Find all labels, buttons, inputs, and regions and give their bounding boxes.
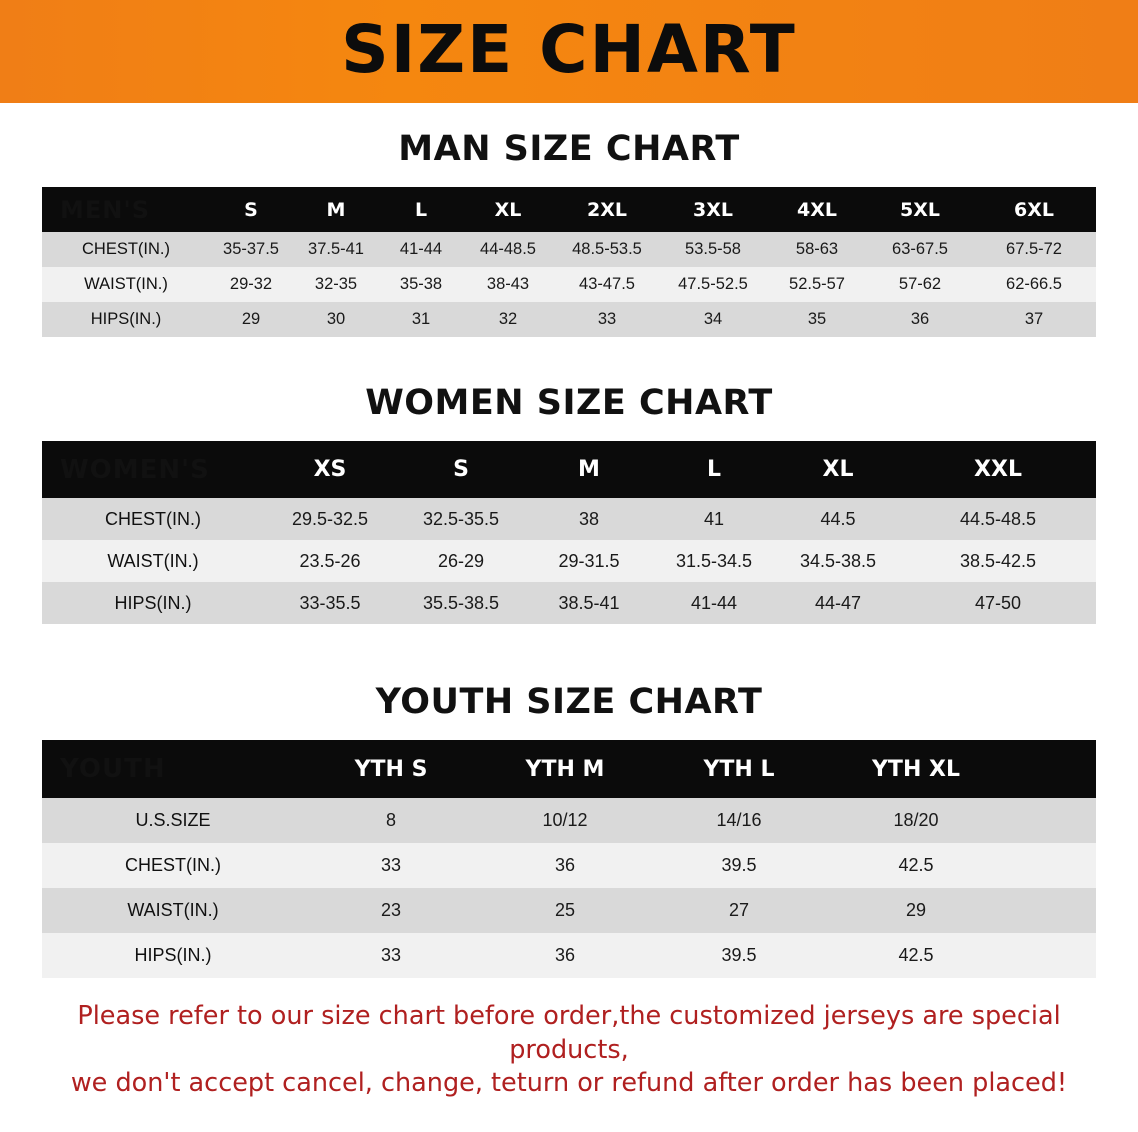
men-cell: 32 [498, 310, 518, 328]
youth-section-title: YOUTH SIZE CHART [375, 682, 763, 722]
table-row [42, 267, 1096, 302]
men-row-label: CHEST(IN.) [82, 240, 170, 258]
men-cell: 62-66.5 [1006, 275, 1062, 293]
policy-note [39, 1000, 1099, 1101]
men-cell: 44-48.5 [480, 240, 536, 258]
men-size-header: 5XL [900, 198, 940, 221]
men-cell: 53.5-58 [685, 240, 741, 258]
men-cell: 37 [1024, 310, 1044, 328]
youth-cell: 18/20 [893, 810, 939, 830]
women-cell: 41 [703, 508, 725, 529]
page-banner [0, 0, 1138, 103]
youth-size-table-wrapper [42, 740, 1096, 978]
women-cell: 32.5-35.5 [422, 508, 500, 529]
men-cell: 57-62 [898, 275, 942, 293]
page-title: SIZE CHART [341, 10, 797, 88]
men-row-label: WAIST(IN.) [84, 275, 168, 293]
women-cell: 38.5-41 [558, 592, 620, 613]
policy-note-line-2: we don't accept cancel, change, teturn or refund after order has been placed! [70, 1068, 1068, 1099]
women-size-header: XS [313, 457, 347, 482]
men-cell: 67.5-72 [1006, 240, 1062, 258]
youth-cell: 10/12 [542, 810, 588, 830]
men-cell: 29 [241, 310, 261, 328]
women-cell: 38.5-42.5 [959, 550, 1037, 571]
table-row [42, 933, 1096, 978]
youth-cell: 42.5 [898, 945, 934, 965]
youth-cell: 39.5 [721, 855, 757, 875]
women-cell: 33-35.5 [299, 592, 361, 613]
women-cell: 44-47 [814, 592, 862, 613]
youth-cell: 33 [380, 855, 402, 875]
men-cell: 52.5-57 [789, 275, 845, 293]
table-row [42, 843, 1096, 888]
table-row [42, 540, 1096, 582]
men-size-table [42, 187, 1096, 337]
youth-corner-label: YOUTH [60, 754, 166, 784]
table-row [42, 582, 1096, 624]
men-cell: 37.5-41 [308, 240, 364, 258]
table-row [42, 888, 1096, 933]
policy-note-line-1: Please refer to our size chart before order,the customized jerseys are special products, [77, 1001, 1061, 1065]
women-size-table [42, 441, 1096, 624]
men-cell: 38-43 [486, 275, 530, 293]
youth-size-header: YTH XL [872, 756, 960, 782]
table-row [42, 302, 1096, 337]
men-row-label: HIPS(IN.) [90, 310, 162, 328]
youth-row-label: HIPS(IN.) [134, 945, 212, 965]
youth-cell-spacer [1006, 933, 1096, 978]
men-cell: 29-32 [229, 275, 273, 293]
youth-cell: 8 [385, 810, 396, 830]
youth-cell: 29 [905, 900, 927, 920]
women-cell: 38 [578, 508, 600, 529]
women-cell: 47-50 [974, 592, 1022, 613]
men-size-header: L [414, 198, 428, 221]
women-size-header: M [578, 457, 600, 482]
women-size-table-wrapper [42, 441, 1096, 624]
table-row [42, 798, 1096, 843]
men-size-header: XL [494, 198, 522, 221]
men-cell: 43-47.5 [579, 275, 635, 293]
women-size-header: XXL [974, 457, 1022, 482]
youth-cell: 36 [554, 945, 576, 965]
women-table-header-row [42, 441, 1096, 498]
men-cell: 41-44 [399, 240, 443, 258]
men-cell: 31 [411, 310, 431, 328]
men-cell: 32-35 [314, 275, 358, 293]
men-cell: 35 [807, 310, 827, 328]
women-size-header: S [453, 457, 469, 482]
women-cell: 44.5-48.5 [959, 508, 1037, 529]
men-cell: 47.5-52.5 [678, 275, 748, 293]
men-size-header: 2XL [587, 198, 627, 221]
youth-size-header: YTH S [354, 756, 428, 782]
women-cell: 35.5-38.5 [422, 592, 500, 613]
men-cell: 35-38 [399, 275, 443, 293]
men-corner-label: MEN'S [60, 195, 150, 224]
youth-table-header-row [42, 740, 1096, 798]
man-section-title: MAN SIZE CHART [398, 129, 740, 169]
men-cell: 63-67.5 [892, 240, 948, 258]
women-cell: 31.5-34.5 [675, 550, 753, 571]
men-cell: 33 [597, 310, 617, 328]
youth-cell: 25 [554, 900, 576, 920]
youth-size-header: YTH M [525, 756, 605, 782]
youth-size-table [42, 740, 1096, 978]
youth-cell: 14/16 [716, 810, 762, 830]
youth-cell: 42.5 [898, 855, 934, 875]
women-cell: 26-29 [437, 550, 485, 571]
youth-row-label: CHEST(IN.) [125, 855, 221, 875]
youth-cell: 23 [380, 900, 402, 920]
youth-cell-spacer [1006, 798, 1096, 843]
women-size-header: XL [822, 457, 854, 482]
women-cell: 34.5-38.5 [799, 550, 877, 571]
men-table-header-row [42, 187, 1096, 232]
men-size-header: 3XL [693, 198, 733, 221]
women-cell: 29-31.5 [558, 550, 620, 571]
men-cell: 48.5-53.5 [572, 240, 642, 258]
women-corner-label: WOMEN'S [60, 454, 210, 485]
men-cell: 58-63 [795, 240, 839, 258]
men-size-header: S [244, 198, 258, 221]
youth-cell-spacer [1006, 843, 1096, 888]
youth-size-header: YTH L [703, 756, 775, 782]
women-size-header: L [706, 457, 722, 482]
women-row-label: CHEST(IN.) [105, 508, 201, 529]
men-size-header: M [326, 198, 346, 221]
table-row [42, 232, 1096, 267]
table-row [42, 498, 1096, 540]
men-cell: 30 [326, 310, 346, 328]
youth-cell-spacer [1006, 888, 1096, 933]
youth-cell: 36 [554, 855, 576, 875]
youth-cell: 33 [380, 945, 402, 965]
men-size-header: 4XL [797, 198, 837, 221]
women-cell: 41-44 [690, 592, 738, 613]
women-cell: 23.5-26 [299, 550, 361, 571]
men-size-header: 6XL [1014, 198, 1054, 221]
men-cell: 35-37.5 [223, 240, 279, 258]
women-section-title: WOMEN SIZE CHART [365, 383, 773, 423]
men-cell: 36 [910, 310, 930, 328]
youth-row-label: WAIST(IN.) [127, 900, 219, 920]
women-cell: 29.5-32.5 [291, 508, 369, 529]
men-cell: 34 [703, 310, 723, 328]
women-row-label: WAIST(IN.) [107, 550, 199, 571]
youth-cell: 39.5 [721, 945, 757, 965]
women-cell: 44.5 [820, 508, 856, 529]
youth-row-label: U.S.SIZE [135, 810, 211, 830]
youth-cell: 27 [728, 900, 750, 920]
youth-header-spacer [1006, 740, 1096, 798]
men-size-table-wrapper [42, 187, 1096, 337]
women-row-label: HIPS(IN.) [114, 592, 192, 613]
